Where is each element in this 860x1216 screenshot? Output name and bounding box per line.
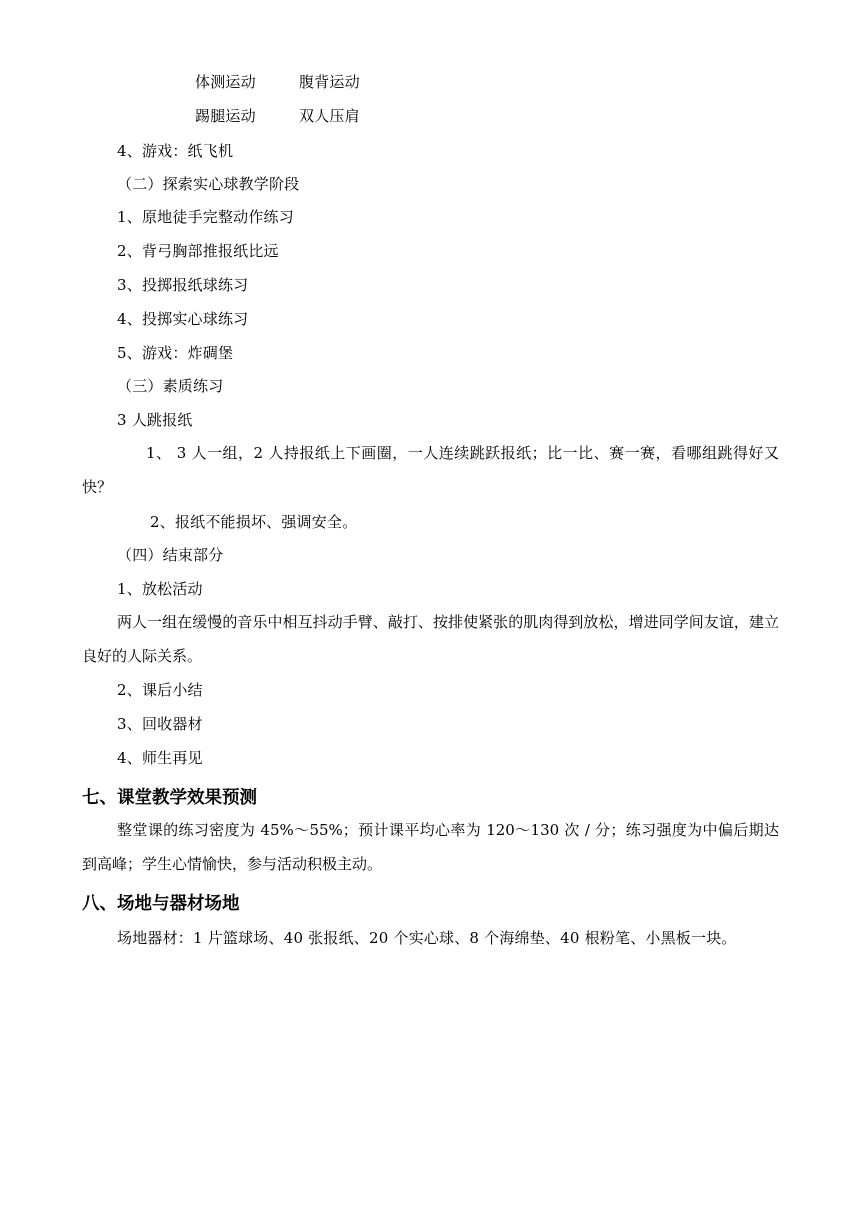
list-item: 1、放松活动 — [117, 580, 203, 598]
paragraph: 2、报纸不能损坏、强调安全。 — [150, 513, 358, 531]
list-item: 4、师生再见 — [117, 749, 203, 767]
section-subtitle: 3 人跳报纸 — [117, 411, 193, 429]
paragraph: 两人一组在缓慢的音乐中相互抖动手臂、敲打、按排使紧张的肌肉得到放松，增进同学间友谊，建立良好的人际关系。 — [82, 613, 779, 665]
exercise-item: 双人压肩 — [299, 107, 360, 125]
list-item: 3、回收器材 — [117, 715, 203, 733]
list-item: 4、投掷实心球练习 — [117, 310, 249, 328]
paragraph: 整堂课的练习密度为 45%～55%；预计课平均心率为 120～130 次 / 分；练习强度为中偏后期达到高峰；学生心情愉快，参与活动积极主动。 — [82, 821, 779, 873]
list-item: 2、背弓胸部推报纸比远 — [117, 242, 279, 260]
exercise-item: 体测运动 — [195, 73, 256, 91]
warmup-game: 4、游戏：纸飞机 — [117, 142, 234, 160]
paragraph: 场地器材：1 片篮球场、40 张报纸、20 个实心球、8 个海绵垫、40 根粉笔、小黑板一块。 — [117, 929, 737, 947]
section-title-3: （三）素质练习 — [117, 377, 224, 395]
section-heading-8: 八、场地与器材场地 — [82, 894, 240, 914]
exercise-item: 踢腿运动 — [195, 107, 256, 125]
list-item: 5、游戏：炸碉堡 — [117, 344, 234, 362]
paragraph: 1、 3 人一组，2 人持报纸上下画圈，一人连续跳跃报纸；比一比、赛一赛，看哪组跳得好又快？ — [82, 444, 779, 496]
list-item: 2、课后小结 — [117, 681, 203, 699]
section-title-4: （四）结束部分 — [117, 546, 224, 564]
list-item: 3、投掷报纸球练习 — [117, 276, 249, 294]
section-title-2: （二）探索实心球教学阶段 — [117, 175, 300, 193]
section-heading-7: 七、课堂教学效果预测 — [82, 788, 257, 808]
exercise-item: 腹背运动 — [299, 73, 360, 91]
list-item: 1、原地徒手完整动作练习 — [117, 208, 294, 226]
